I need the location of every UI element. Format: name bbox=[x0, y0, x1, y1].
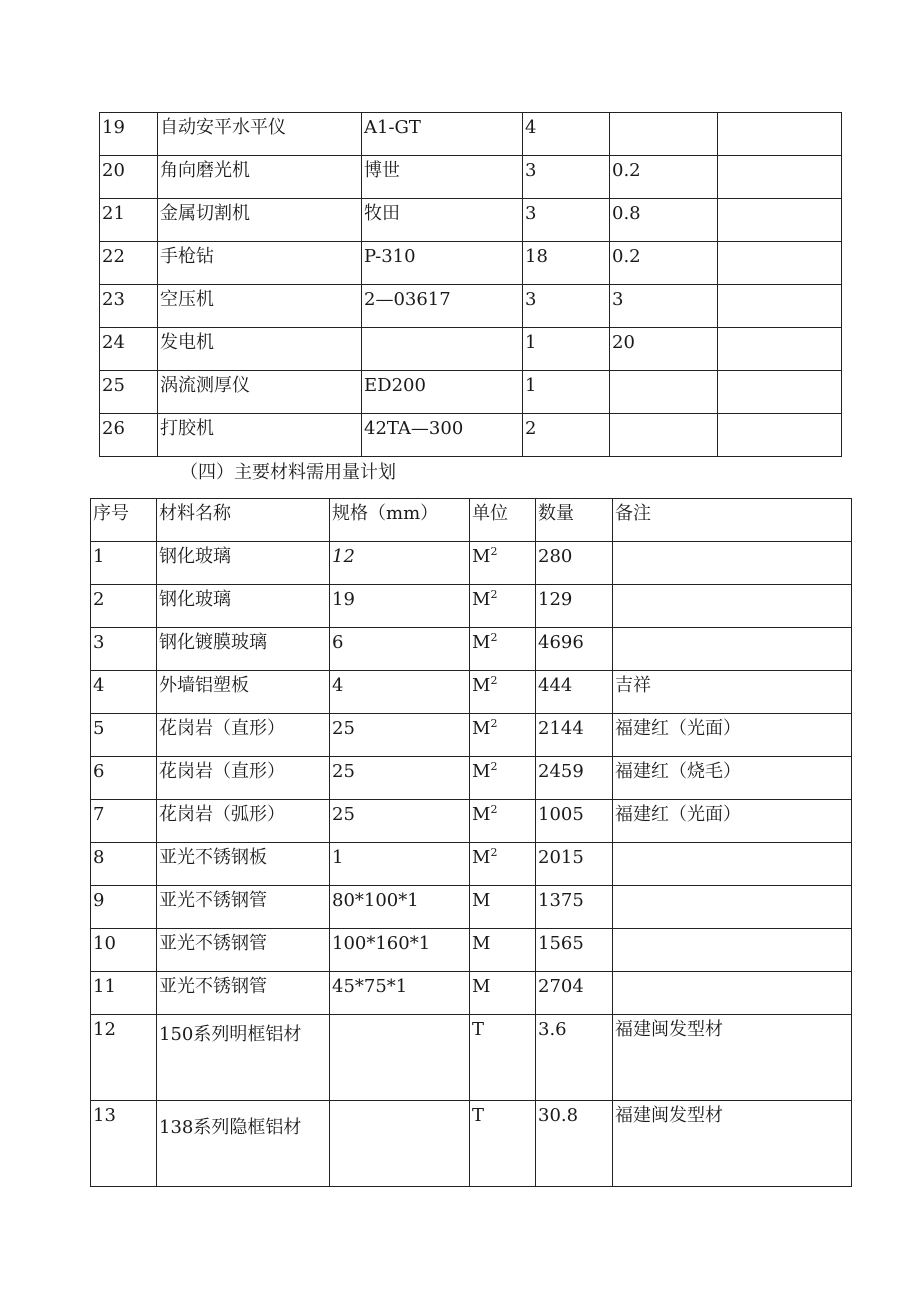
header-no: 序号 bbox=[91, 499, 157, 542]
header-spec: 规格（mm） bbox=[330, 499, 470, 542]
unit-base: M bbox=[472, 761, 491, 782]
table-row bbox=[100, 414, 842, 457]
equipment-table bbox=[99, 112, 842, 457]
material-spec: 80*100*1 bbox=[330, 886, 470, 929]
material-name: 138系列隐框铝材 bbox=[157, 1101, 330, 1187]
equip-qty: 2 bbox=[523, 414, 610, 457]
equip-name: 手枪钻 bbox=[158, 242, 362, 285]
equip-note bbox=[718, 156, 842, 199]
equip-qty: 3 bbox=[523, 285, 610, 328]
material-no: 6 bbox=[91, 757, 157, 800]
equip-name: 发电机 bbox=[158, 328, 362, 371]
equip-model: 42TA—300 bbox=[362, 414, 523, 457]
unit-base: M bbox=[472, 675, 491, 696]
table-row bbox=[91, 671, 852, 714]
material-qty: 3.6 bbox=[536, 1015, 613, 1101]
equip-name: 角向磨光机 bbox=[158, 156, 362, 199]
material-note: 福建闽发型材 bbox=[613, 1015, 852, 1101]
material-no: 10 bbox=[91, 929, 157, 972]
equip-no: 21 bbox=[100, 199, 158, 242]
equip-name: 涡流测厚仪 bbox=[158, 371, 362, 414]
material-no: 4 bbox=[91, 671, 157, 714]
table-row bbox=[91, 800, 852, 843]
material-spec bbox=[330, 1101, 470, 1187]
table-row bbox=[100, 285, 842, 328]
equip-name: 空压机 bbox=[158, 285, 362, 328]
material-spec: 1 bbox=[330, 843, 470, 886]
equip-model: ED200 bbox=[362, 371, 523, 414]
material-no: 12 bbox=[91, 1015, 157, 1101]
material-note: 福建红（烧毛） bbox=[613, 757, 852, 800]
equip-no: 22 bbox=[100, 242, 158, 285]
table-row bbox=[91, 1015, 852, 1101]
material-name: 钢化镀膜玻璃 bbox=[157, 628, 330, 671]
material-unit bbox=[470, 671, 536, 714]
unit-exponent: 2 bbox=[490, 631, 498, 644]
equip-model: 2—03617 bbox=[362, 285, 523, 328]
unit-base: M bbox=[472, 847, 491, 868]
header-note: 备注 bbox=[613, 499, 852, 542]
header-unit: 单位 bbox=[470, 499, 536, 542]
equip-power bbox=[610, 414, 718, 457]
material-no: 5 bbox=[91, 714, 157, 757]
material-qty: 1375 bbox=[536, 886, 613, 929]
table-row bbox=[100, 113, 842, 156]
material-unit bbox=[470, 843, 536, 886]
table-row bbox=[100, 242, 842, 285]
material-note bbox=[613, 843, 852, 886]
table-row bbox=[100, 199, 842, 242]
equip-qty: 1 bbox=[523, 328, 610, 371]
material-name: 150系列明框铝材 bbox=[157, 1015, 330, 1101]
material-no: 13 bbox=[91, 1101, 157, 1187]
equip-note bbox=[718, 414, 842, 457]
equip-note bbox=[718, 113, 842, 156]
material-unit bbox=[470, 542, 536, 585]
unit-exponent: 2 bbox=[490, 674, 498, 687]
table-row bbox=[91, 585, 852, 628]
equip-power bbox=[610, 113, 718, 156]
equip-no: 26 bbox=[100, 414, 158, 457]
equip-power: 0.2 bbox=[610, 242, 718, 285]
material-no: 1 bbox=[91, 542, 157, 585]
material-note bbox=[613, 886, 852, 929]
equip-no: 20 bbox=[100, 156, 158, 199]
equip-model: 牧田 bbox=[362, 199, 523, 242]
material-spec: 4 bbox=[330, 671, 470, 714]
equip-no: 24 bbox=[100, 328, 158, 371]
material-spec: 25 bbox=[330, 757, 470, 800]
material-spec: 19 bbox=[330, 585, 470, 628]
material-qty: 2144 bbox=[536, 714, 613, 757]
material-qty: 30.8 bbox=[536, 1101, 613, 1187]
equip-model bbox=[362, 328, 523, 371]
material-qty: 1565 bbox=[536, 929, 613, 972]
equip-qty: 4 bbox=[523, 113, 610, 156]
material-no: 7 bbox=[91, 800, 157, 843]
material-spec bbox=[330, 1015, 470, 1101]
table-row bbox=[91, 886, 852, 929]
equip-qty: 3 bbox=[523, 199, 610, 242]
unit-exponent: 2 bbox=[490, 803, 498, 816]
table-row bbox=[100, 371, 842, 414]
material-qty: 129 bbox=[536, 585, 613, 628]
unit-exponent: 2 bbox=[490, 760, 498, 773]
material-spec: 25 bbox=[330, 714, 470, 757]
material-note: 吉祥 bbox=[613, 671, 852, 714]
material-name: 外墙铝塑板 bbox=[157, 671, 330, 714]
unit-exponent: 2 bbox=[490, 846, 498, 859]
material-name: 花岗岩（直形） bbox=[157, 757, 330, 800]
table-row bbox=[91, 972, 852, 1015]
material-qty: 280 bbox=[536, 542, 613, 585]
material-name: 花岗岩（直形） bbox=[157, 714, 330, 757]
material-no: 9 bbox=[91, 886, 157, 929]
material-unit bbox=[470, 800, 536, 843]
unit-base: M bbox=[472, 718, 491, 739]
material-qty: 444 bbox=[536, 671, 613, 714]
material-unit bbox=[470, 757, 536, 800]
material-unit: M bbox=[470, 929, 536, 972]
material-name: 钢化玻璃 bbox=[157, 585, 330, 628]
material-unit bbox=[470, 714, 536, 757]
material-spec: 25 bbox=[330, 800, 470, 843]
material-spec: 45*75*1 bbox=[330, 972, 470, 1015]
table-header-row bbox=[91, 499, 852, 542]
header-qty: 数量 bbox=[536, 499, 613, 542]
material-name: 亚光不锈钢管 bbox=[157, 886, 330, 929]
unit-base: M bbox=[472, 546, 491, 567]
table-row bbox=[91, 757, 852, 800]
material-note bbox=[613, 585, 852, 628]
equip-note bbox=[718, 199, 842, 242]
equip-power: 20 bbox=[610, 328, 718, 371]
equip-name: 金属切割机 bbox=[158, 199, 362, 242]
material-name: 钢化玻璃 bbox=[157, 542, 330, 585]
material-note: 福建红（光面） bbox=[613, 800, 852, 843]
material-note bbox=[613, 929, 852, 972]
material-unit: T bbox=[470, 1015, 536, 1101]
equip-no: 23 bbox=[100, 285, 158, 328]
unit-base: M bbox=[472, 632, 491, 653]
equip-model: 博世 bbox=[362, 156, 523, 199]
material-spec: 100*160*1 bbox=[330, 929, 470, 972]
equip-note bbox=[718, 285, 842, 328]
materials-table bbox=[90, 498, 852, 1187]
material-note bbox=[613, 972, 852, 1015]
unit-base: M bbox=[472, 804, 491, 825]
material-qty: 2704 bbox=[536, 972, 613, 1015]
table-row bbox=[91, 628, 852, 671]
material-qty: 4696 bbox=[536, 628, 613, 671]
table-row bbox=[100, 328, 842, 371]
material-name: 亚光不锈钢管 bbox=[157, 929, 330, 972]
material-unit: M bbox=[470, 886, 536, 929]
table-row bbox=[91, 542, 852, 585]
equip-qty: 18 bbox=[523, 242, 610, 285]
equip-no: 25 bbox=[100, 371, 158, 414]
unit-exponent: 2 bbox=[490, 717, 498, 730]
unit-exponent: 2 bbox=[490, 545, 498, 558]
material-name: 亚光不锈钢板 bbox=[157, 843, 330, 886]
material-no: 8 bbox=[91, 843, 157, 886]
material-qty: 2015 bbox=[536, 843, 613, 886]
material-name: 亚光不锈钢管 bbox=[157, 972, 330, 1015]
table-row bbox=[91, 929, 852, 972]
equip-name: 自动安平水平仪 bbox=[158, 113, 362, 156]
unit-base: M bbox=[472, 589, 491, 610]
material-no: 2 bbox=[91, 585, 157, 628]
material-no: 3 bbox=[91, 628, 157, 671]
material-note bbox=[613, 542, 852, 585]
equip-power: 0.8 bbox=[610, 199, 718, 242]
header-name: 材料名称 bbox=[157, 499, 330, 542]
unit-exponent: 2 bbox=[490, 588, 498, 601]
material-qty: 1005 bbox=[536, 800, 613, 843]
material-unit: T bbox=[470, 1101, 536, 1187]
table-row bbox=[100, 156, 842, 199]
material-spec: 6 bbox=[330, 628, 470, 671]
equip-model: A1-GT bbox=[362, 113, 523, 156]
equip-note bbox=[718, 371, 842, 414]
material-note: 福建闽发型材 bbox=[613, 1101, 852, 1187]
equip-power bbox=[610, 371, 718, 414]
equip-qty: 1 bbox=[523, 371, 610, 414]
material-note: 福建红（光面） bbox=[613, 714, 852, 757]
material-name: 花岗岩（弧形） bbox=[157, 800, 330, 843]
table-row bbox=[91, 843, 852, 886]
equip-qty: 3 bbox=[523, 156, 610, 199]
equip-power: 0.2 bbox=[610, 156, 718, 199]
equip-name: 打胶机 bbox=[158, 414, 362, 457]
material-unit bbox=[470, 628, 536, 671]
material-no: 11 bbox=[91, 972, 157, 1015]
table-row bbox=[91, 714, 852, 757]
material-unit bbox=[470, 585, 536, 628]
equip-power: 3 bbox=[610, 285, 718, 328]
equip-model: P-310 bbox=[362, 242, 523, 285]
material-spec: 12 bbox=[330, 542, 470, 585]
equip-no: 19 bbox=[100, 113, 158, 156]
material-note bbox=[613, 628, 852, 671]
equip-note bbox=[718, 242, 842, 285]
equip-note bbox=[718, 328, 842, 371]
table-row bbox=[91, 1101, 852, 1187]
section-heading: （四）主要材料需用量计划 bbox=[180, 462, 396, 483]
material-unit: M bbox=[470, 972, 536, 1015]
material-qty: 2459 bbox=[536, 757, 613, 800]
